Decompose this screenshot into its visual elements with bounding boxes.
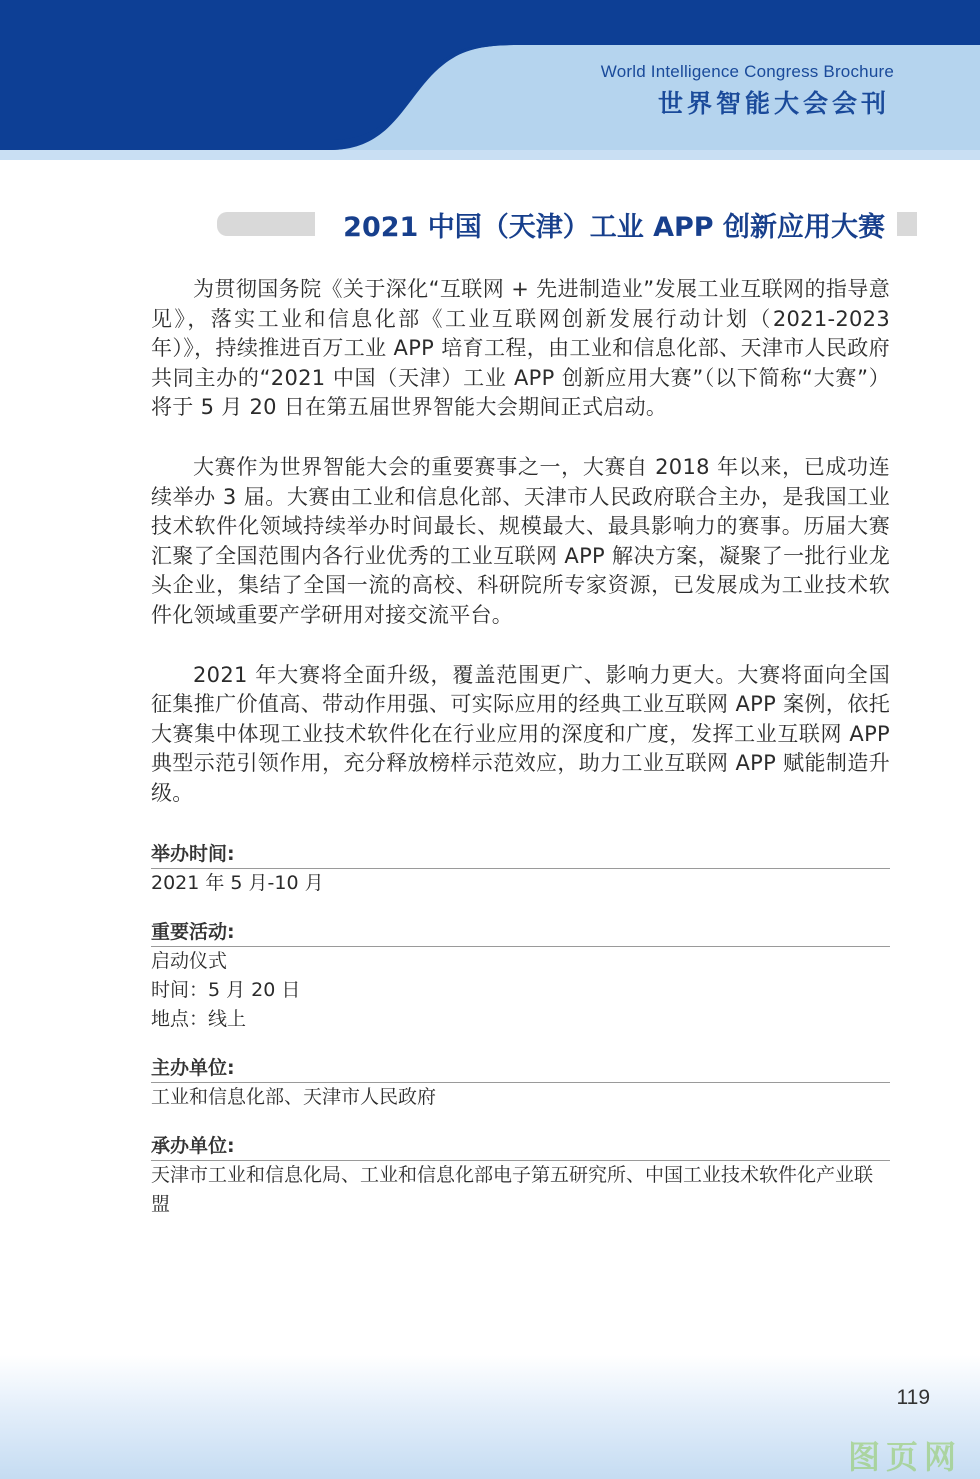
title-bar-right-block <box>897 212 917 236</box>
info-value: 时间：5 月 20 日 <box>151 979 301 1001</box>
info-block-host <box>151 1054 890 1112</box>
info-value: 天津市工业和信息化局、工业和信息化部电子第五研究所、中国工业技术软件化产业联盟 <box>151 1164 874 1215</box>
info-block-activities <box>151 918 890 1034</box>
info-label: 承办单位: <box>151 1132 890 1161</box>
info-value: 2021 年 5 月-10 月 <box>151 872 324 894</box>
brochure-title-en: World Intelligence Congress Brochure <box>600 62 894 81</box>
title-bar-left-block <box>217 212 315 236</box>
info-block-organizer <box>151 1132 890 1219</box>
article-paragraph: 大赛作为世界智能大会的重要赛事之一，大赛自 2018 年以来，已成功连续举办 3 届。大赛由工业和信息化部、天津市人民政府联合主办，是我国工业技术软件化领域持续举办时间最长、规模最大、最具影响力的赛事。历届大赛汇聚了全国范围内各行业优秀的工业互联网 APP 解决方案，凝聚了一批行业龙头企业，集结了全国一流的高校、科研院所专家资源，已发展成为工业技术软件化领域重要产学研用对接交流平台。 <box>151 454 890 627</box>
page-number: 119 <box>896 1386 930 1409</box>
article-paragraph: 为贯彻国务院《关于深化“互联网 + 先进制造业”发展工业互联网的指导意见》，落实工业和信息化部《工业互联网创新发展行动计划（2021-2023 年）》，持续推进百万工业 APP 培育工程，由工业和信息化部、天津市人民政府共同主办的“2021 中国（天津）工业 APP 创新应用大赛”（以下简称“大赛”）将于 5 月 20 日在第五届世界智能大会期间正式启动。 <box>151 277 890 420</box>
info-value: 地点：线上 <box>151 1008 247 1030</box>
article-paragraph: 2021 年大赛将全面升级，覆盖范围更广、影响力更大。大赛将面向全国征集推广价值高、带动作用强、可实际应用的经典工业互联网 APP 案例，依托大赛集中体现工业技术软件化在行业应用的深度和广度，发挥工业互联网 APP 典型示范引领作用，充分释放榜样示范效应，助力工业互联网 APP 赋能制造升级。 <box>151 662 890 805</box>
info-block-date <box>151 840 890 898</box>
watermark-logo: 图页网 <box>847 1438 962 1476</box>
info-value: 工业和信息化部、天津市人民政府 <box>151 1086 437 1108</box>
article-title: 2021 中国（天津）工业 APP 创新应用大赛 <box>339 205 889 244</box>
article-body <box>151 275 890 839</box>
info-label: 重要活动: <box>151 918 890 947</box>
info-value: 启动仪式 <box>151 950 228 972</box>
event-info <box>151 840 890 1239</box>
info-label: 主办单位: <box>151 1054 890 1083</box>
footer-gradient <box>0 1355 980 1479</box>
info-label: 举办时间: <box>151 840 890 869</box>
brochure-title-cn: 世界智能大会会刊 <box>657 89 890 118</box>
